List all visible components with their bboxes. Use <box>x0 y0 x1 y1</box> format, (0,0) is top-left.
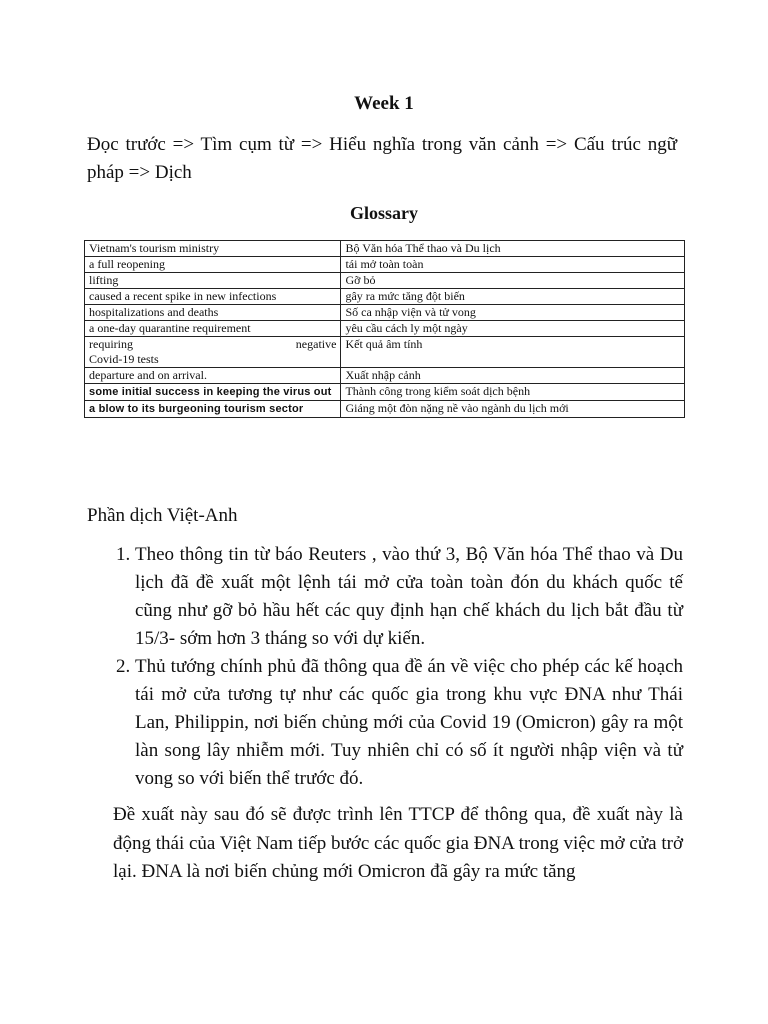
translation-heading: Phần dịch Việt-Anh <box>87 505 238 526</box>
glossary-term: some initial success in keeping the virus out <box>85 384 341 401</box>
glossary-term: Vietnam's tourism ministry <box>85 241 341 257</box>
glossary-translation: Bộ Văn hóa Thể thao và Du lịch <box>341 241 685 257</box>
glossary-heading: Glossary <box>349 203 418 223</box>
glossary-translation: Số ca nhập viện và tử vong <box>341 305 685 321</box>
glossary-translation: gây ra mức tăng đột biến <box>341 289 685 305</box>
glossary-term: lifting <box>85 273 341 289</box>
table-row <box>85 368 685 384</box>
glossary-translation: Giáng một đòn nặng nề vào ngành du lịch mới <box>341 401 685 418</box>
table-row <box>85 401 685 418</box>
glossary-translation: Gỡ bỏ <box>341 273 685 289</box>
table-row <box>85 337 685 368</box>
glossary-translation: Xuất nhập cảnh <box>341 368 685 384</box>
table-row <box>85 257 685 273</box>
glossary-term: caused a recent spike in new infections <box>85 289 341 305</box>
glossary-table <box>84 240 685 418</box>
list-item: 2. Thủ tướng chính phủ đã thông qua đề án về việc cho phép các kế hoạch tái mở cửa tương tự như các quốc gia trong khu vực ĐNA như Thái Lan, Philippin, nơi biến chủng mới của Covid 19 (Omicron) gây ra một làn song lây nhiễm mới. Tuy nhiên chỉ có số ít người nhập viện và tử vong so với biến thể trước đó. <box>135 653 683 793</box>
closing-paragraph: Đề xuất này sau đó sẽ được trình lên TTCP để thông qua, đề xuất này là động thái của Việt Nam tiếp bước các quốc gia ĐNA trong việc mở cửa trở lại. ĐNA là nơi biến chủng mới Omicron đã gây ra mức tăng <box>113 804 683 882</box>
glossary-translation: Kết quả âm tính <box>341 337 685 368</box>
glossary-translation: tái mở toàn toàn <box>341 257 685 273</box>
table-row <box>85 305 685 321</box>
table-row <box>85 273 685 289</box>
week-title: Week 1 <box>354 93 414 114</box>
glossary-term: a full reopening <box>85 257 341 273</box>
glossary-translation: Thành công trong kiểm soát dịch bệnh <box>341 384 685 401</box>
table-row <box>85 321 685 337</box>
table-row <box>85 289 685 305</box>
glossary-term: a blow to its burgeoning tourism sector <box>85 401 341 418</box>
translation-list <box>87 541 683 793</box>
table-row <box>85 241 685 257</box>
table-row <box>85 384 685 401</box>
glossary-term: hospitalizations and deaths <box>85 305 341 321</box>
glossary-term-line: Covid-19 tests <box>89 352 159 366</box>
glossary-term <box>85 337 341 368</box>
glossary-translation: yêu cầu cách ly một ngày <box>341 321 685 337</box>
list-item: 1. Theo thông tin từ báo Reuters , vào thứ 3, Bộ Văn hóa Thể thao và Du lịch đã đề xuất một lệnh tái mở cửa toàn toàn đón du khách quốc tế cũng như gỡ bỏ hầu hết các quy định hạn chế khách du lịch bắt đầu từ 15/3- sớm hơn 3 tháng so với dự kiến. <box>135 541 683 653</box>
glossary-term: departure and on arrival. <box>85 368 341 384</box>
glossary-term-line: requiring negative <box>89 337 337 351</box>
workflow-steps: Đọc trước => Tìm cụm từ => Hiểu nghĩa trong văn cảnh => Cấu trúc ngữ pháp => Dịch <box>87 134 677 183</box>
glossary-term: a one-day quarantine requirement <box>85 321 341 337</box>
